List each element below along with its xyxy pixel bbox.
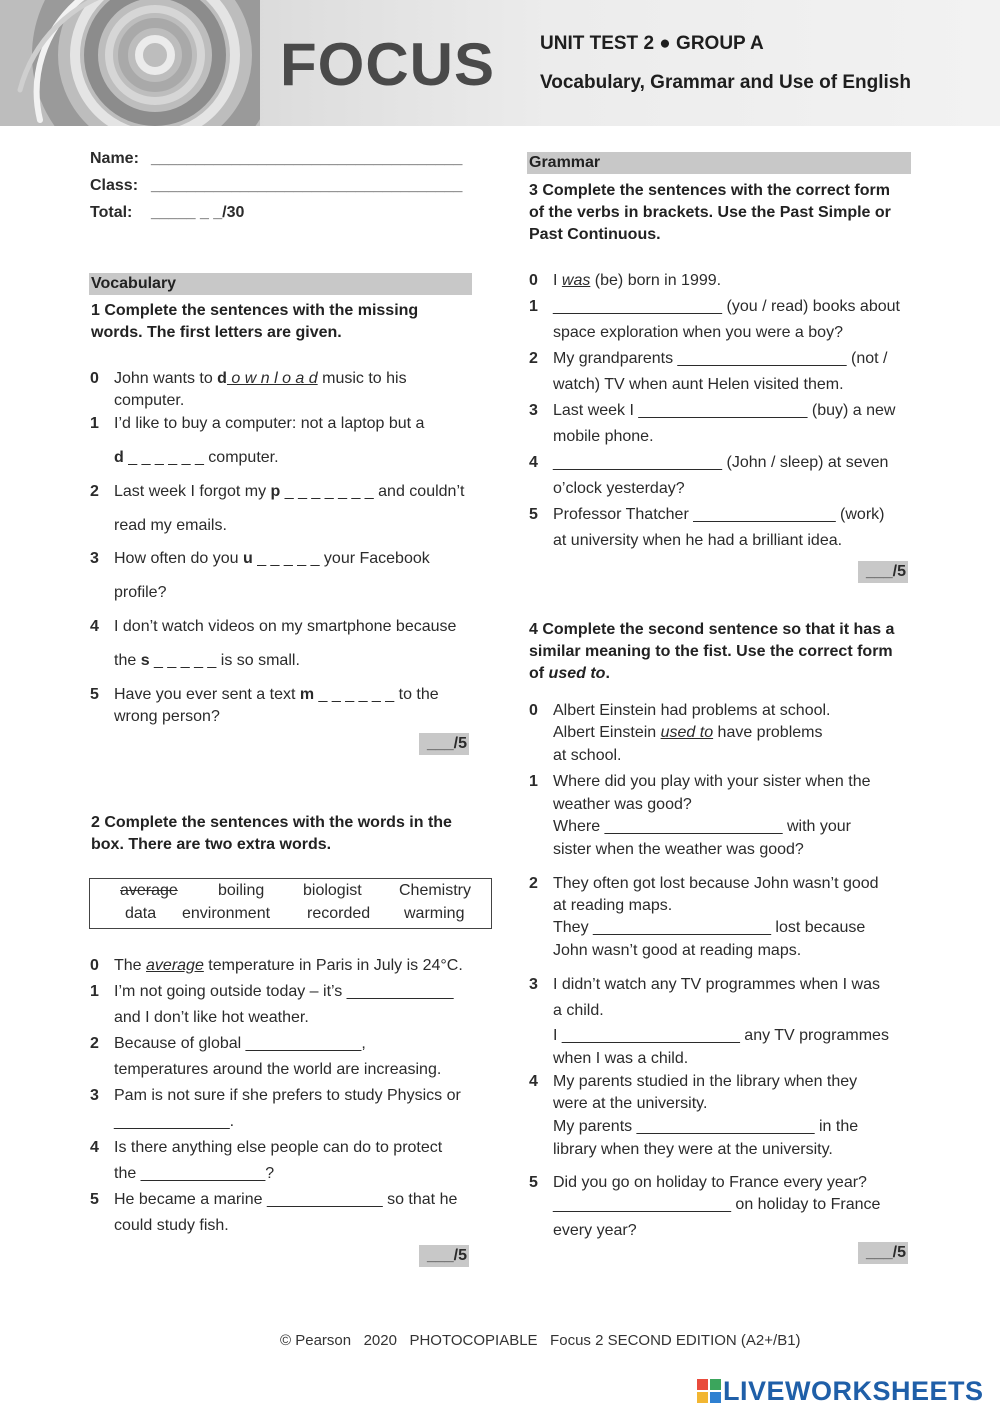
test-title: UNIT TEST 2 ● GROUP A	[540, 33, 764, 54]
item-number: 1	[529, 773, 538, 790]
list-item: They often got lost because John wasn’t good	[553, 875, 879, 892]
answer-blank[interactable]: the s _ _ _ _ _ is so small.	[114, 652, 300, 669]
name-field[interactable]: ___________________________________	[151, 150, 463, 167]
list-item: My parents studied in the library when they	[553, 1073, 858, 1090]
list-item-continuation: at reading maps.	[553, 897, 673, 914]
list-item: Pam is not sure if she prefers to study Physics or	[114, 1087, 461, 1104]
list-item-continuation: read my emails.	[114, 517, 227, 534]
list-item-continuation: mobile phone.	[553, 428, 654, 445]
list-item-continuation: a child.	[553, 1002, 604, 1019]
item-number: 0	[529, 702, 538, 719]
list-item: Where did you play with your sister when the	[553, 773, 871, 790]
list-item-continuation: space exploration when you were a boy?	[553, 324, 843, 341]
list-item: John wants to d o w n l o a d music to his	[114, 370, 407, 387]
list-item-continuation: library when they were at the university.	[553, 1141, 833, 1158]
item-number: 3	[90, 550, 99, 567]
ex2-score[interactable]: ___/5	[419, 1245, 469, 1267]
answer-blank[interactable]: Last week I ___________________ (buy) a new	[553, 402, 896, 419]
item-number: 5	[90, 1191, 99, 1208]
answer-blank[interactable]: d _ _ _ _ _ _ computer.	[114, 449, 279, 466]
answer-blank[interactable]: ____________________ on holiday to France	[553, 1196, 881, 1213]
list-item-continuation: o’clock yesterday?	[553, 480, 685, 497]
word-box-item: data	[125, 905, 157, 922]
item-number: 1	[90, 983, 99, 1000]
list-item: I didn’t watch any TV programmes when I was	[553, 976, 880, 993]
ex4-instruction: 4 Complete the second sentence so that it has a similar meaning to the fist. Use the correct form of used to.	[529, 621, 895, 682]
answer-blank[interactable]: Where ____________________ with your	[553, 818, 852, 835]
answer-blank[interactable]: Have you ever sent a text m _ _ _ _ _ _ to the	[114, 686, 439, 703]
list-item: I don’t watch videos on my smartphone because	[114, 618, 457, 635]
list-item-continuation: were at the university.	[553, 1095, 708, 1112]
answer-blank[interactable]: Last week I forgot my p _ _ _ _ _ _ _ and couldn’t	[114, 483, 465, 500]
item-number: 2	[90, 1035, 99, 1052]
copyright-footer: © Pearson 2020 PHOTOCOPIABLE Focus 2 SECOND EDITION (A2+/B1)	[280, 1332, 801, 1349]
item-number: 2	[529, 350, 538, 367]
word-box-item: environment	[182, 905, 271, 922]
ex3-instruction: 3 Complete the sentences with the correct form of the verbs in brackets. Use the Past Simple or Past Continuous.	[529, 182, 891, 243]
total-field[interactable]: _____ _ _/30	[151, 204, 245, 221]
item-number: 2	[90, 483, 99, 500]
item-number: 2	[529, 875, 538, 892]
answer-blank[interactable]: I ____________________ any TV programmes	[553, 1027, 889, 1044]
list-item-continuation: every year?	[553, 1222, 637, 1239]
word-box-item: warming	[404, 905, 465, 922]
list-item-continuation: temperatures around the world are increasing.	[114, 1061, 442, 1078]
answer-blank[interactable]: I’m not going outside today – it’s ____________	[114, 983, 454, 1000]
answer-blank[interactable]: My grandparents ___________________ (not /	[553, 350, 888, 367]
ex4-score[interactable]: ___/5	[858, 1242, 908, 1264]
grammar-heading: Grammar	[527, 152, 911, 174]
answer-blank[interactable]: ___________________ (you / read) books about	[553, 298, 900, 315]
liveworksheets-label: LIVEWORKSHEETS	[723, 1376, 984, 1406]
item-number: 4	[529, 1073, 538, 1090]
answer-blank[interactable]: He became a marine _____________ so that he	[114, 1191, 458, 1208]
answer-blank[interactable]: How often do you u _ _ _ _ _ your Facebook	[114, 550, 430, 567]
item-number: 1	[529, 298, 538, 315]
list-item-continuation: at school.	[553, 747, 622, 764]
ex1-instruction: 1 Complete the sentences with the missing words. The first letters are given.	[91, 302, 419, 341]
list-item: The average temperature in Paris in July is 24°C.	[114, 957, 463, 974]
answer-blank[interactable]: They ____________________ lost because	[553, 919, 866, 936]
item-number: 4	[529, 454, 538, 471]
list-item-continuation: at university when he had a brilliant idea.	[553, 532, 843, 549]
list-item-continuation: wrong person?	[114, 708, 220, 725]
list-item-continuation: could study fish.	[114, 1217, 229, 1234]
list-item: Albert Einstein used to have problems	[553, 724, 823, 741]
ex2-instruction: 2 Complete the sentences with the words in the box. There are two extra words.	[91, 814, 452, 853]
item-number: 0	[90, 957, 99, 974]
page-header	[0, 0, 1000, 126]
item-number: 5	[529, 1174, 538, 1191]
answer-blank[interactable]: ___________________ (John / sleep) at seven	[553, 454, 889, 471]
list-item-continuation: weather was good?	[553, 796, 692, 813]
list-item-continuation: sister when the weather was good?	[553, 841, 804, 858]
list-item-continuation: watch) TV when aunt Helen visited them.	[553, 376, 844, 393]
item-number: 3	[90, 1087, 99, 1104]
word-box-item: Chemistry	[399, 882, 472, 899]
ex1-score[interactable]: ___/5	[419, 733, 469, 755]
list-item: I was (be) born in 1999.	[553, 272, 722, 289]
logo-swirl-graphic	[0, 0, 260, 126]
answer-blank[interactable]: _____________.	[114, 1113, 235, 1130]
list-item: I’d like to buy a computer: not a laptop but a	[114, 415, 425, 432]
total-label: Total:	[90, 204, 133, 221]
answer-blank[interactable]: the ______________?	[114, 1165, 275, 1182]
item-number: 4	[90, 1139, 99, 1156]
list-item-continuation: computer.	[114, 392, 185, 409]
word-box-item: biologist	[303, 882, 362, 899]
focus-logo: FOCUS	[280, 31, 495, 98]
item-number: 0	[529, 272, 538, 289]
word-box-item: recorded	[307, 905, 371, 922]
item-number: 1	[90, 415, 99, 432]
test-subtitle: Vocabulary, Grammar and Use of English	[540, 72, 911, 93]
class-field[interactable]: ___________________________________	[151, 177, 463, 194]
word-box-item: boiling	[218, 882, 265, 899]
list-item: Albert Einstein had problems at school.	[553, 702, 831, 719]
liveworksheets-brand[interactable]	[697, 1376, 984, 1407]
class-label: Class:	[90, 177, 139, 194]
name-label: Name:	[90, 150, 139, 167]
list-item: Is there anything else people can do to protect	[114, 1139, 443, 1156]
list-item-continuation: and I don’t like hot weather.	[114, 1009, 309, 1026]
answer-blank[interactable]: Because of global _____________,	[114, 1035, 366, 1052]
answer-blank[interactable]: My parents ____________________ in the	[553, 1118, 859, 1135]
list-item-continuation: profile?	[114, 584, 167, 601]
vocabulary-heading: Vocabulary	[89, 273, 472, 295]
word-box-item: average	[120, 882, 178, 899]
liveworksheets-icon	[697, 1379, 721, 1403]
item-number: 4	[90, 618, 99, 635]
ex3-score[interactable]: ___/5	[858, 561, 908, 583]
item-number: 5	[90, 686, 99, 703]
item-number: 5	[529, 506, 538, 523]
list-item: 0	[90, 370, 99, 387]
item-number: 3	[529, 402, 538, 419]
list-item-continuation: John wasn’t good at reading maps.	[553, 942, 802, 959]
item-number: 3	[529, 976, 538, 993]
word-box	[89, 878, 492, 929]
list-item-continuation: when I was a child.	[553, 1050, 689, 1067]
list-item: Did you go on holiday to France every year?	[553, 1174, 867, 1191]
answer-blank[interactable]: Professor Thatcher ________________ (work)	[553, 506, 885, 523]
